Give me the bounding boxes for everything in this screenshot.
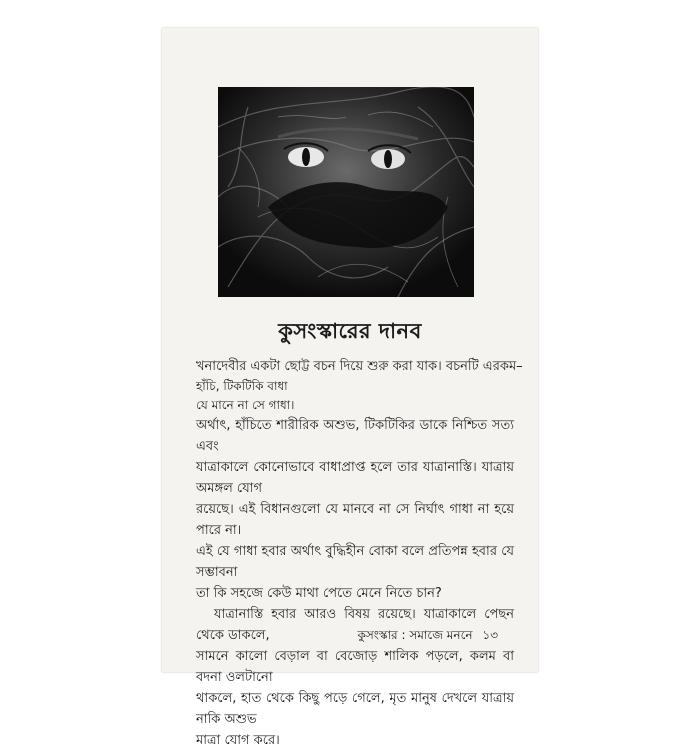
paragraph-line: অর্থাৎ, হাঁচিতে শারীরিক অশুভ, টিকটিকির ডাকে নিশ্চিত সত্য এবং <box>196 418 514 454</box>
running-book-title: কুসংস্কার : সমাজে মননে <box>357 628 473 642</box>
page-footer <box>357 627 498 647</box>
illustration-drawing <box>218 87 474 297</box>
paragraph-line: মাত্রা যোগ করে। <box>196 733 280 748</box>
verse-line: হাঁচি, টিকটিকি বাধা <box>196 379 288 393</box>
paragraph-line: এই যে গাধা হবার অর্থাৎ বুদ্ধিহীন বোকা বলে প্রতিপন্ন হবার যে সম্ভাবনা <box>196 544 514 580</box>
paragraph-line: সামনে কালো বেড়াল বা বেজোড় শালিক পড়লে, কলম বা বদনা ওলটানো <box>196 649 514 685</box>
verse-line: যে মানে না সে গাধা। <box>196 398 295 412</box>
paragraph-1 <box>196 415 514 604</box>
paragraph-line: রয়েছে। এই বিধানগুলো যে মানবে না সে নির্ঘাৎ গাধা না হয়ে পারে না। <box>196 502 514 538</box>
page-number: ১৩ <box>482 628 498 642</box>
chapter-title: কুসংস্কারের দানব <box>278 319 422 343</box>
paragraph-line: তা কি সহজে কেউ মাথা পেতে মেনে নিতে চান? <box>196 586 442 601</box>
paragraph-line: থাকলে, হাত থেকে কিছু পড়ে গেলে, মৃত মানুষ দেখলে যাত্রায় নাকি অশুভ <box>196 691 514 727</box>
paragraph-line: যাত্রানাস্তি হবার আরও বিষয় রয়েছে। যাত্রাকালে পেছন থেকে ডাকলে, <box>196 607 514 643</box>
book-page <box>162 28 538 748</box>
verse <box>196 377 514 415</box>
paragraph-line: যাত্রাকালে কোনোভাবে বাধাপ্রাপ্ত হলে তার যাত্রানাস্তি। যাত্রায় অমঙ্গল যোগ <box>196 460 514 496</box>
intro-line: খনাদেবীর একটা ছোট্ট বচন দিয়ে শুরু করা যাক। বচনটি এরকম– <box>196 359 523 374</box>
chapter-body <box>196 356 523 751</box>
demon-eyes-illustration <box>218 87 474 297</box>
